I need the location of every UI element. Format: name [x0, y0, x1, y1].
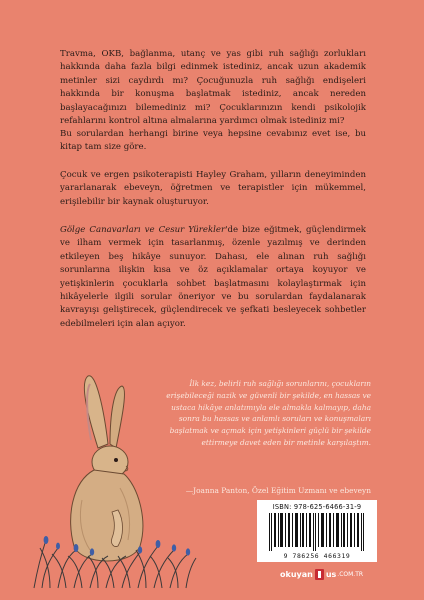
publisher-domain: .COM.TR [337, 570, 364, 578]
publisher-suffix: us [325, 569, 337, 579]
isbn-label: ISBN: 978-625-6466-31-9 [272, 503, 362, 511]
barcode [267, 513, 367, 551]
endorsement-attribution: —Joanna Panton, Özel Eğitim Uzmanı ve ebeveyn [185, 486, 371, 495]
blurb-paragraph-2: Bu sorulardan herhangi birine veya hepsine cevabınız evet ise, bu kitap tam size göre. [60, 129, 366, 153]
blurb-paragraph-1: Travma, OKB, bağlanma, utanç ve yas gibi ruh sağlığı zorlukları hakkında daha fazla bilgi edinmek istediniz, ancak uzun akademik metinler sizi caydırdı mı? Çocuğunuzla ruh sağlığı endişeleri hakkında bir konuşma başlatmak istediniz, ancak nereden başlayacağınızı bilemediniz mi? Çocuklarınızın kendi psikolojik refahlarını kontrol altına almalarına yardımcı olmak istediniz mi? [60, 49, 366, 127]
blurb-paragraph-4 [60, 224, 366, 331]
blurb-paragraph-4-body: 'de bize eğitmek, güçlendirmek ve ilham vermek için tasarlanmış, özenle yazılmış ve derinden etkileyen beş hikâye sunuyor. Dahası, ele alınan ruh sağlığı sorunlarına ilişkin kısa ve öz açıklamalar ortaya koyuyor ve yetişkinlerin çocuklarla sohbet başlatmasını kolaylaştırmak için hikâyelerle ilgili sorular öneriyor ve bu sorulardan faydalanarak kavrayışı geliştirecek, güçlendirecek ve şefkati besleyecek sohbetler edebilmeleri için alan açıyor. [60, 225, 366, 329]
publisher-mark-icon [315, 569, 324, 580]
book-title-inline: Gölge Canavarları ve Cesur Yürekler [60, 225, 226, 235]
barcode-digits: 9 786256 466319 [283, 552, 351, 560]
publisher-logo [280, 567, 363, 581]
publisher-prefix: okuyan [280, 569, 313, 579]
blurb-paragraph-3: Çocuk ve ergen psikoterapisti Hayley Graham, yılların deneyiminden yararlanarak ebeveyn, öğretmen ve terapistler için mükemmel, erişilebilir bir kaynak oluşturuyor. [60, 170, 366, 207]
isbn-barcode-box [257, 500, 377, 562]
endorsement-quote: İlk kez, belirli ruh sağlığı sorunlarını, çocukların erişebileceği nazik ve güvenli bir şekilde, en hassas ve ustaca hikâye anlatımıyla ele almakla kalmayıp, daha sonra bu hassas ve anlamlı soruları ve konuşmaları başlatmak ve açmak için yetişkinleri güçlü bir şekilde ettirmeye davet eden bir metinle karşılaştım. [166, 379, 371, 447]
